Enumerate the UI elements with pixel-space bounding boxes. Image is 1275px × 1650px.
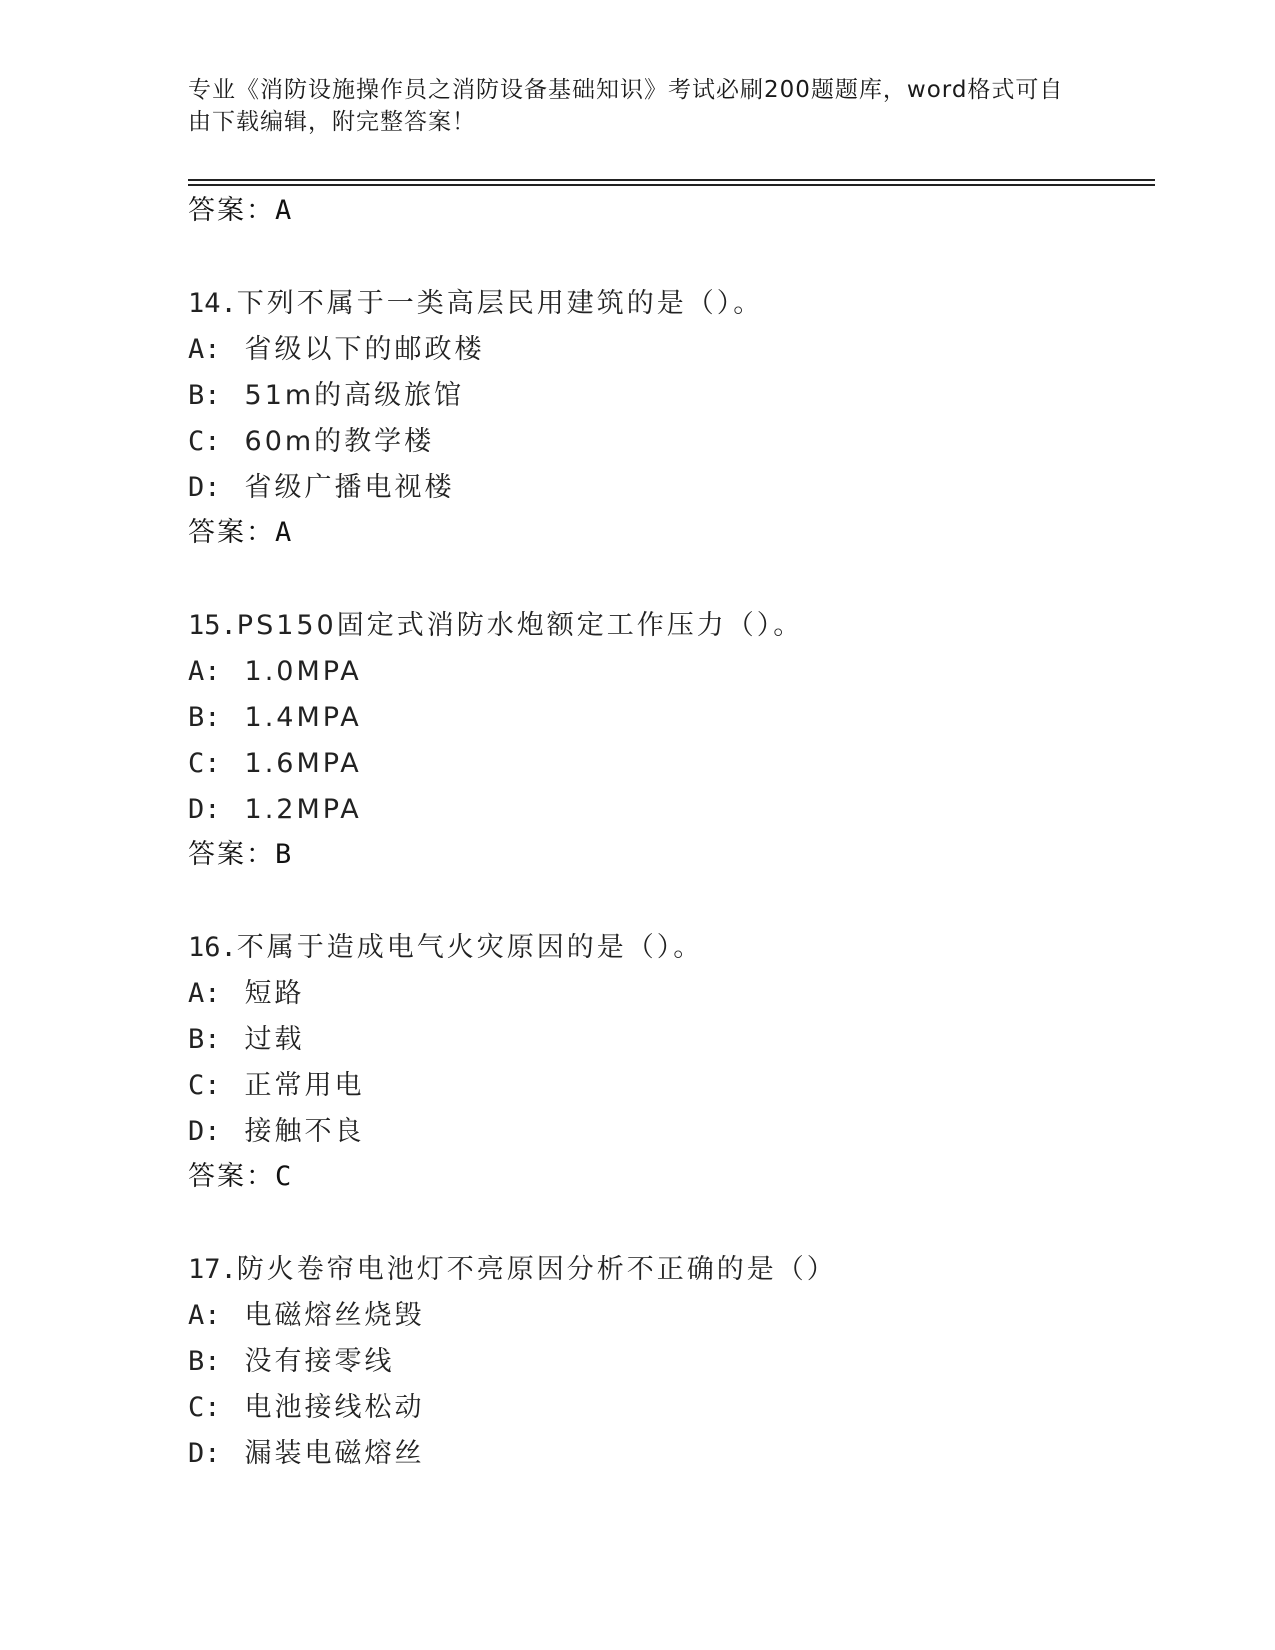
question-list [188,189,1148,1477]
option-text: 接触不良 [244,1116,365,1147]
option-b [188,1017,1148,1063]
question-block [188,1247,1148,1477]
answer-label: 答案： [188,195,275,226]
answer-line [188,833,1148,877]
option-text: 过载 [244,1024,305,1055]
question-number: 16. [188,932,237,963]
option-text: 省级广播电视楼 [244,472,455,503]
option-letter: B: [188,702,221,733]
answer-label: 答案： [188,1161,275,1192]
question-number: 15. [188,610,237,641]
option-letter: B: [188,380,221,411]
header-divider-bottom [188,184,1155,186]
question-text: PS150固定式消防水炮额定工作压力（）。 [236,610,804,641]
option-letter: B: [188,1024,221,1055]
option-letter: D: [188,472,221,503]
question-stem [188,925,1148,971]
option-text: 51m的高级旅馆 [244,380,465,411]
option-text: 没有接零线 [244,1346,395,1377]
question-number: 17. [188,1254,237,1285]
answer-line [188,1155,1148,1199]
option-b [188,373,1148,419]
option-letter: D: [188,1438,221,1469]
option-letter: D: [188,794,221,825]
answer-label: 答案： [188,517,275,548]
option-letter: C: [188,1392,221,1423]
option-a [188,327,1148,373]
option-letter: C: [188,1070,221,1101]
question-text: 不属于造成电气火灾原因的是（）。 [236,932,704,963]
answer-value: A [275,195,294,226]
answer-value: A [275,517,294,548]
option-text: 电池接线松动 [244,1392,425,1423]
option-text: 省级以下的邮政楼 [244,334,485,365]
question-number: 14. [188,288,237,319]
answer-value: C [275,1161,294,1192]
option-c [188,1063,1148,1109]
option-a [188,649,1148,695]
option-text: 1.6MPA [244,748,362,779]
option-text: 60m的教学楼 [244,426,435,457]
option-b [188,695,1148,741]
question-stem [188,603,1148,649]
option-text: 1.2MPA [244,794,362,825]
option-letter: D: [188,1116,221,1147]
answer-label: 答案： [188,839,275,870]
answer-line [188,511,1148,555]
question-text: 下列不属于一类高层民用建筑的是（）。 [236,288,764,319]
option-letter: A: [188,978,221,1009]
option-b [188,1339,1148,1385]
option-text: 正常用电 [244,1070,365,1101]
option-letter: A: [188,334,221,365]
option-d [188,1109,1148,1155]
option-d [188,1431,1148,1477]
option-text: 电磁熔丝烧毁 [244,1300,425,1331]
option-letter: C: [188,426,221,457]
option-c [188,419,1148,465]
option-d [188,787,1148,833]
option-letter: A: [188,1300,221,1331]
answer-line [188,189,1148,233]
option-a [188,971,1148,1017]
option-c [188,741,1148,787]
question-text: 防火卷帘电池灯不亮原因分析不正确的是（） [236,1254,837,1285]
option-c [188,1385,1148,1431]
option-a [188,1293,1148,1339]
option-text: 短路 [244,978,305,1009]
option-d [188,465,1148,511]
option-text: 1.0MPA [244,656,362,687]
answer-value: B [275,839,294,870]
header-divider-top [188,179,1155,181]
question-stem [188,1247,1148,1293]
question-block [188,603,1148,877]
question-stem [188,281,1148,327]
option-letter: A: [188,656,221,687]
question-block [188,925,1148,1199]
option-text: 漏装电磁熔丝 [244,1438,425,1469]
option-text: 1.4MPA [244,702,362,733]
option-letter: C: [188,748,221,779]
page-header: 专业《消防设施操作员之消防设备基础知识》考试必刷200题题库，word格式可自由下载编辑，附完整答案！ [188,77,1064,135]
question-block [188,281,1148,555]
option-letter: B: [188,1346,221,1377]
